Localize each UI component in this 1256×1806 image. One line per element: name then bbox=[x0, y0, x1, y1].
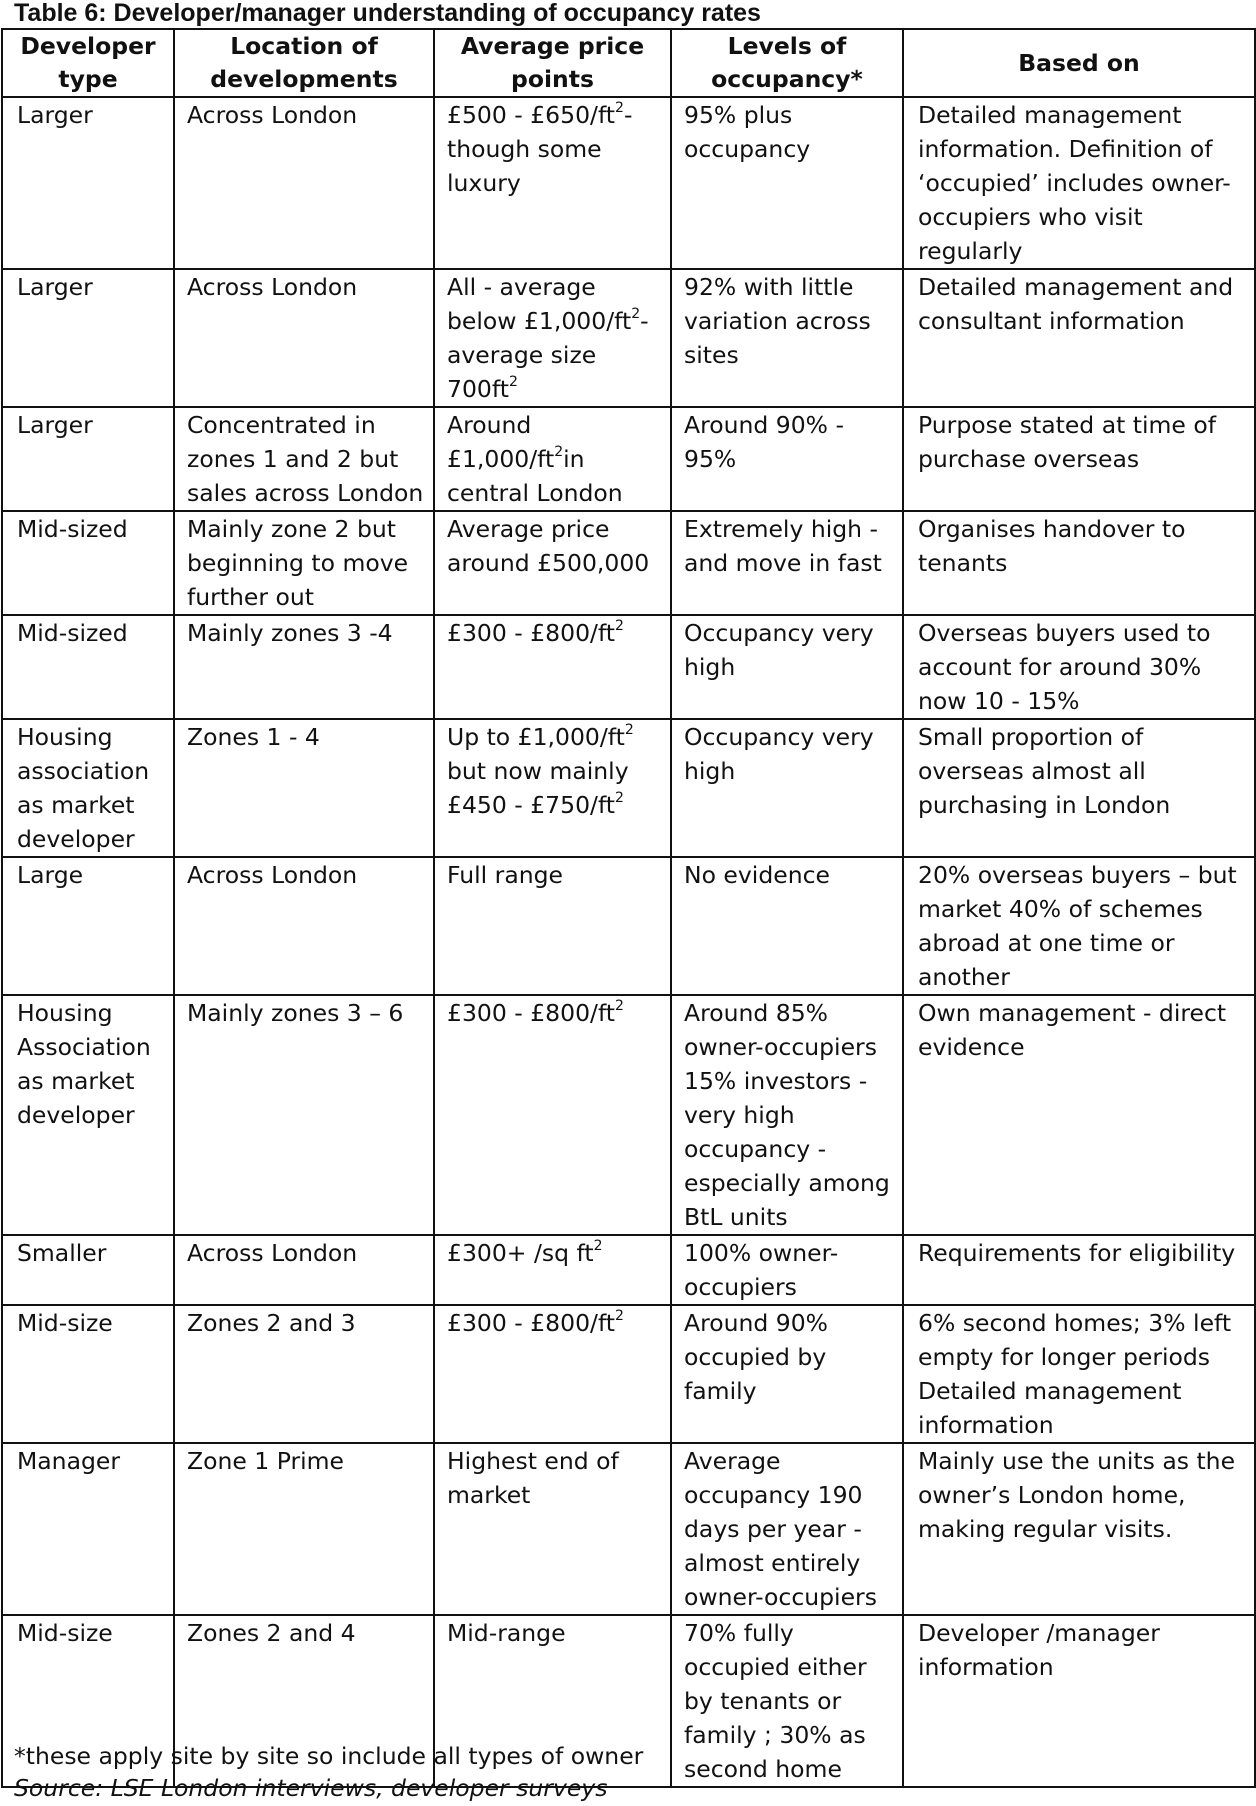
cell-price-points: Full range bbox=[434, 857, 671, 995]
cell-developer-type: Smaller bbox=[2, 1235, 174, 1305]
header-developer-type: Developer type bbox=[2, 29, 174, 97]
cell-location: Zones 1 - 4 bbox=[174, 719, 434, 857]
cell-price-points: Average price around £500,000 bbox=[434, 511, 671, 615]
cell-developer-type: Mid-sized bbox=[2, 511, 174, 615]
table-row bbox=[2, 719, 1255, 857]
header-based-on: Based on bbox=[903, 29, 1255, 97]
table-row bbox=[2, 407, 1255, 511]
cell-location: Mainly zones 3 -4 bbox=[174, 615, 434, 719]
cell-location: Mainly zone 2 but beginning to move further out bbox=[174, 511, 434, 615]
cell-developer-type: Large bbox=[2, 857, 174, 995]
cell-occupancy: 92% with little variation across sites bbox=[671, 269, 903, 407]
table-body bbox=[2, 97, 1255, 1787]
table-row bbox=[2, 511, 1255, 615]
cell-price-points: Up to $£1,000/ft^2$ but now mainly £450 - $£750/ft^2$ bbox=[434, 719, 671, 857]
cell-developer-type: Larger bbox=[2, 407, 174, 511]
cell-based-on: Purpose stated at time of purchase overseas bbox=[903, 407, 1255, 511]
table-header-row bbox=[2, 29, 1255, 97]
cell-based-on: Own management - direct evidence bbox=[903, 995, 1255, 1235]
cell-developer-type: Larger bbox=[2, 97, 174, 269]
cell-developer-type: Housing association as market developer bbox=[2, 719, 174, 857]
cell-occupancy: 100% owner-occupiers bbox=[671, 1235, 903, 1305]
cell-location: Across London bbox=[174, 857, 434, 995]
cell-occupancy: Extremely high - and move in fast bbox=[671, 511, 903, 615]
cell-occupancy: Around 90% occupied by family bbox=[671, 1305, 903, 1443]
table-row bbox=[2, 995, 1255, 1235]
cell-occupancy: Average occupancy 190 days per year - almost entirely owner-occupiers bbox=[671, 1443, 903, 1615]
table-row bbox=[2, 1443, 1255, 1615]
header-occupancy: Levels of occupancy* bbox=[671, 29, 903, 97]
cell-location: Across London bbox=[174, 1235, 434, 1305]
cell-price-points: All - average below $£1,000/ft^2-$ average size $700ft^2$ bbox=[434, 269, 671, 407]
cell-location: Concentrated in zones 1 and 2 but sales across London bbox=[174, 407, 434, 511]
header-location: Location of developments bbox=[174, 29, 434, 97]
cell-based-on: Requirements for eligibility bbox=[903, 1235, 1255, 1305]
cell-based-on: Developer /manager information bbox=[903, 1615, 1255, 1787]
table-row bbox=[2, 615, 1255, 719]
cell-location: Zone 1 Prime bbox=[174, 1443, 434, 1615]
cell-occupancy: Occupancy very high bbox=[671, 615, 903, 719]
cell-developer-type: Mid-size bbox=[2, 1305, 174, 1443]
cell-based-on: Overseas buyers used to account for around 30% now 10 - 15% bbox=[903, 615, 1255, 719]
cell-based-on: 20% overseas buyers – but market 40% of schemes abroad at one time or another bbox=[903, 857, 1255, 995]
table-row bbox=[2, 269, 1255, 407]
table-row bbox=[2, 1235, 1255, 1305]
cell-occupancy: Occupancy very high bbox=[671, 719, 903, 857]
cell-price-points: Mid-range bbox=[434, 1615, 671, 1787]
cell-developer-type: Mid-sized bbox=[2, 615, 174, 719]
cell-price-points: £300 - $£800/ft^2$ bbox=[434, 995, 671, 1235]
cell-location: Mainly zones 3 – 6 bbox=[174, 995, 434, 1235]
table-source: Source: LSE London interviews, developer surveys bbox=[14, 1774, 608, 1802]
cell-location: Across London bbox=[174, 97, 434, 269]
cell-based-on: Mainly use the units as the owner’s London home, making regular visits. bbox=[903, 1443, 1255, 1615]
table-row bbox=[2, 97, 1255, 269]
cell-based-on: Detailed management information. Definition of ‘occupied’ includes owner-occupiers who visit regularly bbox=[903, 97, 1255, 269]
cell-occupancy: 70% fully occupied either by tenants or family ; 30% as second home bbox=[671, 1615, 903, 1787]
cell-based-on: Organises handover to tenants bbox=[903, 511, 1255, 615]
cell-price-points: £300+ /sq $ft^2$ bbox=[434, 1235, 671, 1305]
cell-price-points: £500 - $£650/ft^2-$ though some luxury bbox=[434, 97, 671, 269]
occupancy-table bbox=[1, 28, 1256, 1788]
cell-developer-type: Mid-size bbox=[2, 1615, 174, 1787]
table-row bbox=[2, 857, 1255, 995]
table-row bbox=[2, 1305, 1255, 1443]
cell-based-on: Detailed management and consultant information bbox=[903, 269, 1255, 407]
cell-developer-type: Larger bbox=[2, 269, 174, 407]
cell-occupancy: Around 90% - 95% bbox=[671, 407, 903, 511]
cell-price-points: Around $£1,000/ft^2in$ central London bbox=[434, 407, 671, 511]
header-price-points: Average price points bbox=[434, 29, 671, 97]
cell-price-points: £300 - $£800/ft^2$ bbox=[434, 615, 671, 719]
cell-price-points: £300 - $£800/ft^2$ bbox=[434, 1305, 671, 1443]
table-caption: Table 6: Developer/manager understanding of occupancy rates bbox=[14, 0, 761, 27]
cell-developer-type: Housing Association as market developer bbox=[2, 995, 174, 1235]
cell-based-on: Small proportion of overseas almost all purchasing in London bbox=[903, 719, 1255, 857]
cell-based-on: 6% second homes; 3% left empty for longer periods Detailed management information bbox=[903, 1305, 1255, 1443]
cell-location: Across London bbox=[174, 269, 434, 407]
cell-price-points: Highest end of market bbox=[434, 1443, 671, 1615]
cell-location: Zones 2 and 3 bbox=[174, 1305, 434, 1443]
cell-occupancy: No evidence bbox=[671, 857, 903, 995]
cell-occupancy: Around 85% owner-occupiers 15% investors - very high occupancy - especially among BtL units bbox=[671, 995, 903, 1235]
cell-occupancy: 95% plus occupancy bbox=[671, 97, 903, 269]
table-footnote: *these apply site by site so include all types of owner bbox=[14, 1742, 644, 1770]
cell-developer-type: Manager bbox=[2, 1443, 174, 1615]
cell-location: Zones 2 and 4 bbox=[174, 1615, 434, 1787]
